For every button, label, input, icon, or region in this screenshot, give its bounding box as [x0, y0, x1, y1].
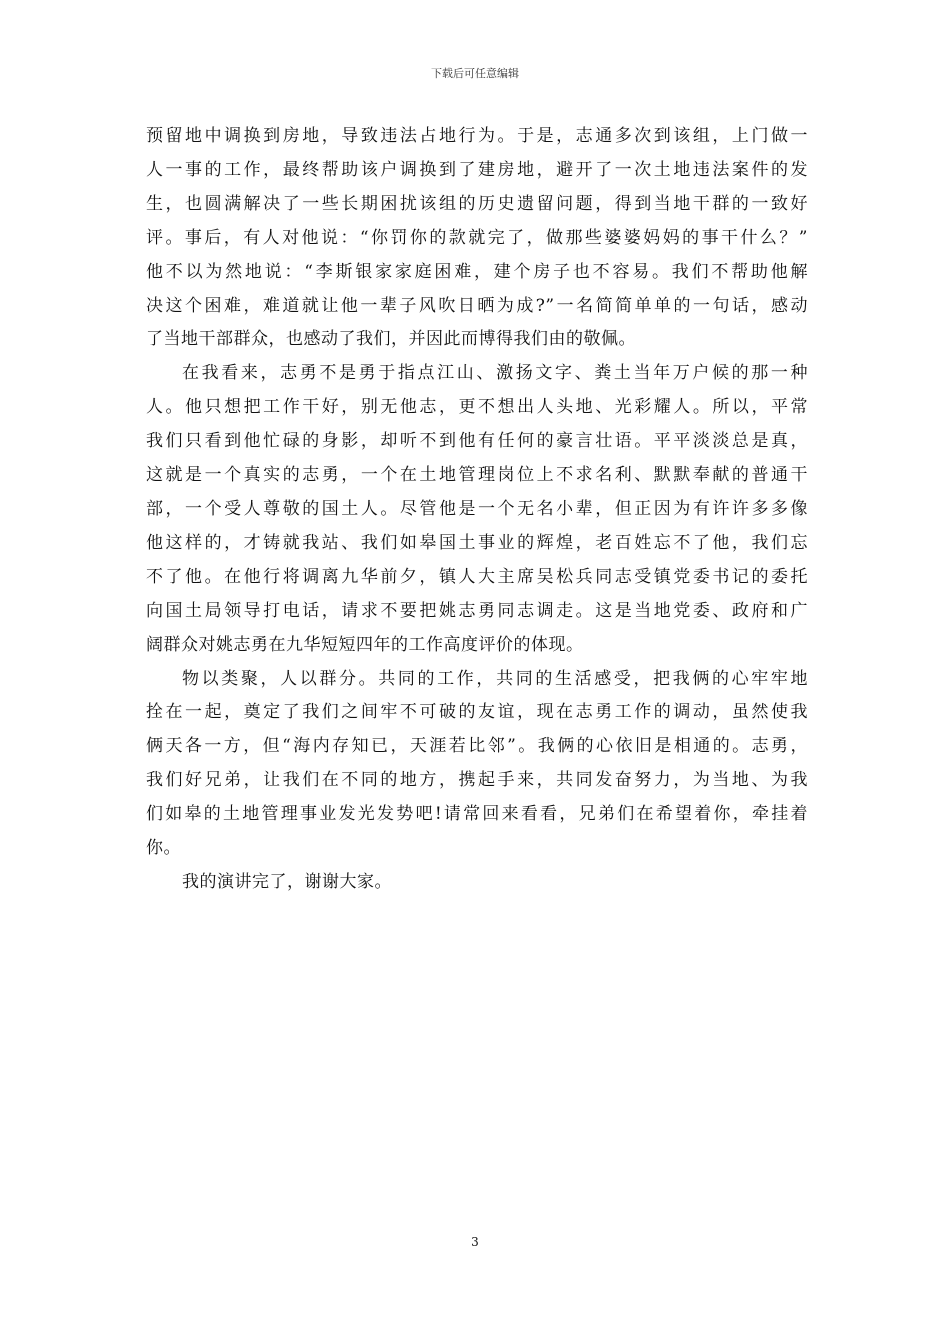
paragraph-3 — [146, 663, 808, 866]
text-line: 物以类聚，人以群分。共同的工作，共同的生活感受，把我俩的心牢牢地 — [182, 668, 808, 689]
paragraph-1 — [146, 120, 808, 357]
text-line: 我们只看到他忙碌的身影，却听不到他有任何的豪言壮语。平平淡淡总是真， — [146, 431, 808, 452]
text-line: 他不以为然地说：“李斯银家家庭困难，建个房子也不容易。我们不帮助他解 — [146, 261, 808, 282]
text-line: 人。他只想把工作干好，别无他志，更不想出人头地、光彩耀人。所以，平常 — [146, 397, 808, 418]
text-line: 俩天各一方，但“海内存知已，天涯若比邻”。我俩的心依旧是相通的。志勇， — [146, 736, 808, 757]
paragraph-4 — [146, 866, 808, 900]
text-line: 你。 — [146, 838, 181, 859]
text-line: 生，也圆满解决了一些长期困扰该组的历史遗留问题，得到当地干群的一致好 — [146, 193, 808, 214]
text-line: 阔群众对姚志勇在九华短短四年的工作高度评价的体现。 — [146, 634, 584, 655]
text-line: 部，一个受人尊敬的国土人。尽管他是一个无名小辈，但正因为有许许多多像 — [146, 498, 808, 519]
page-header: 下载后可任意编辑 — [431, 67, 519, 80]
page-number: 3 — [471, 1235, 479, 1249]
paragraph-2 — [146, 357, 808, 662]
text-line: 人一事的工作，最终帮助该户调换到了建房地，避开了一次土地违法案件的发 — [146, 159, 808, 180]
text-line: 向国土局领导打电话，请求不要把姚志勇同志调走。这是当地党委、政府和广 — [146, 600, 808, 621]
text-line: 这就是一个真实的志勇，一个在土地管理岗位上不求名利、默默奉献的普通干 — [146, 465, 808, 486]
text-line: 了当地干部群众，也感动了我们，并因此而博得我们由的敬佩。 — [146, 329, 636, 350]
text-line: 们如皋的土地管理事业发光发势吧!请常回来看看，兄弟们在希望着你，牵挂着 — [146, 804, 808, 825]
text-line: 他这样的，才铸就我站、我们如皋国土事业的辉煌，老百姓忘不了他，我们忘 — [146, 532, 808, 553]
text-line: 预留地中调换到房地，导致违法占地行为。于是，志通多次到该组，上门做一 — [146, 126, 808, 146]
text-line: 不了他。在他行将调离九华前夕，镇人大主席吴松兵同志受镇党委书记的委托 — [146, 566, 808, 587]
text-line: 拴在一起，奠定了我们之间牢不可破的友谊，现在志勇工作的调动，虽然使我 — [146, 702, 808, 723]
text-line: 决这个困难，难道就让他一辈子风吹日晒为成?”一名简简单单的一句话，感动 — [146, 295, 808, 316]
document-body — [146, 120, 808, 900]
text-line: 评。事后，有人对他说：“你罚你的款就完了，做那些婆婆妈妈的事干什么？” — [146, 227, 808, 248]
text-line: 在我看来，志勇不是勇于指点江山、激扬文字、粪土当年万户候的那一种 — [182, 363, 808, 384]
text-line: 我们好兄弟，让我们在不同的地方，携起手来，共同发奋努力，为当地、为我 — [146, 770, 808, 791]
text-line: 我的演讲完了，谢谢大家。 — [182, 871, 392, 892]
